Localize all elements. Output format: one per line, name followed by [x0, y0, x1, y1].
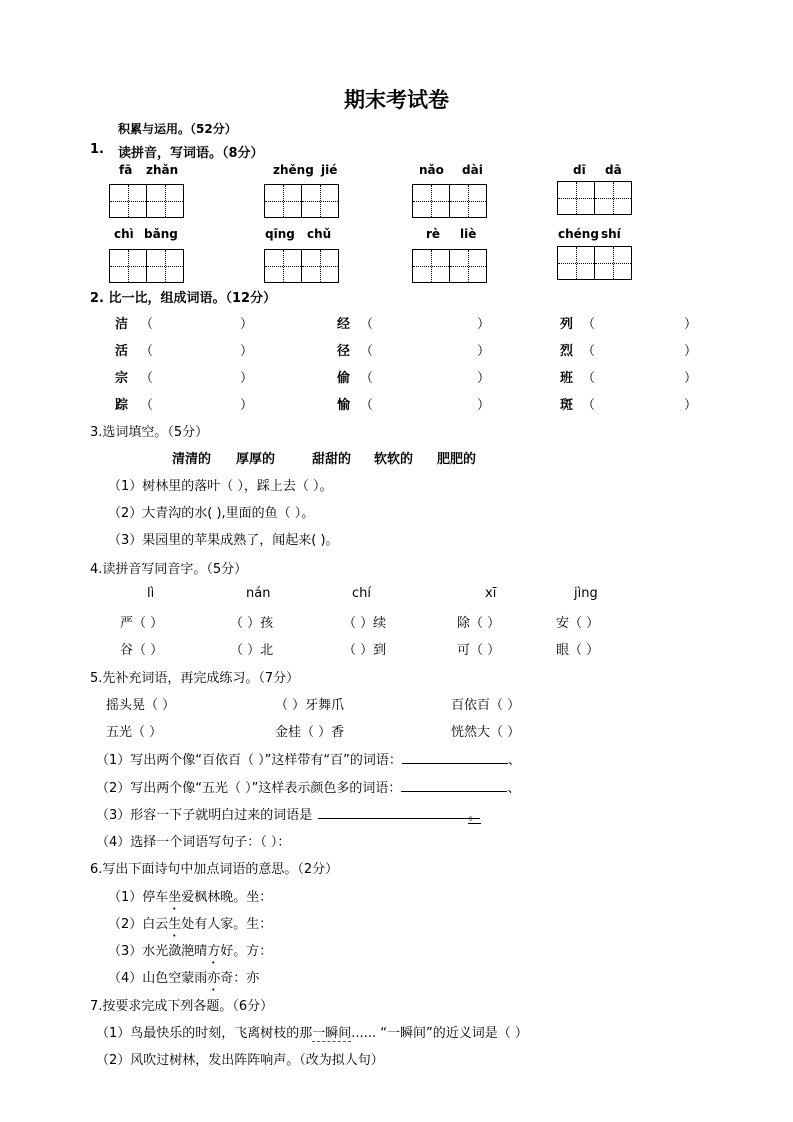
q6-dotted-word: 坐: [168, 890, 182, 905]
q7-heading: 7.按要求完成下列各题。（6分）: [90, 999, 274, 1014]
q3-word-4: 软软的: [374, 452, 414, 467]
q6-item-text: 奇：亦: [220, 971, 260, 986]
q2-char-3-3: 班: [560, 371, 574, 386]
q2-bracket-close: ）: [684, 398, 698, 413]
q4-heading: 4.读拼音写同音字。（5分）: [90, 562, 248, 577]
answer-line[interactable]: [402, 751, 508, 764]
q2-char-4-1: 踪: [115, 398, 129, 413]
answer-line[interactable]: [318, 806, 480, 819]
q5-sub-1: [96, 749, 521, 768]
q2-bracket-open: （: [582, 317, 596, 332]
q3-item-3: （3）果园里的苹果成熟了，闻起来( )。: [108, 533, 339, 548]
q2-bracket-close: ）: [240, 371, 254, 386]
q6-dotted-word: 生: [168, 917, 182, 932]
q4-blank-1-4: 除（ ）: [457, 616, 501, 631]
q3-word-3: 甜甜的: [312, 452, 352, 467]
q1-pinyin-6a: qīng: [265, 227, 295, 241]
separator: 、: [507, 781, 521, 796]
q1-pinyin-6b: chǔ: [307, 227, 332, 241]
q1-writing-grid-4[interactable]: [557, 181, 632, 215]
q6-dotted-word: 方: [207, 944, 221, 959]
q2-bracket-close: ）: [684, 317, 698, 332]
q7-item-text: （1）鸟最快乐的时刻，飞离树枝的那: [96, 1026, 313, 1041]
q2-bracket-close: ）: [684, 371, 698, 386]
q6-item-text: 处有人家。生：: [181, 917, 273, 932]
q3-word-2: 厚厚的: [236, 452, 276, 467]
q1-writing-grid-2[interactable]: [264, 184, 339, 218]
q1-pinyin-7a: rè: [426, 227, 441, 241]
q4-blank-2-5: 眼（ ）: [556, 643, 600, 658]
q2-char-4-2: 愉: [337, 398, 351, 413]
q2-bracket-open: （: [582, 344, 596, 359]
q6-heading: 6.写出下面诗句中加点词语的意思。（2分）: [90, 862, 339, 877]
q4-blank-2-1: 谷（ ）: [120, 643, 164, 658]
q6-item-text: 爱枫林晚。坐：: [181, 890, 273, 905]
q1-heading: 读拼音，写词语。（8分）: [118, 146, 264, 161]
q1-pinyin-4b: dā: [605, 163, 622, 177]
q2-bracket-open: （: [582, 371, 596, 386]
q4-pinyin-1: lì: [147, 586, 155, 601]
q4-pinyin-2: nán: [246, 586, 271, 601]
q1-pinyin-2a: zhěng: [273, 163, 314, 177]
q7-marked-word: 一瞬间: [312, 1026, 352, 1041]
q4-blank-1-3: （ ）续: [343, 616, 387, 631]
q7-item-text: ...... “一瞬间”的近义词是（ ）: [351, 1026, 528, 1041]
q4-blank-2-3: （ ）到: [343, 643, 387, 658]
q2-bracket-close: ）: [477, 371, 491, 386]
q1-pinyin-4a: dī: [573, 163, 586, 177]
q5-sub-2: [96, 777, 520, 796]
q4-blank-2-2: （ ）北: [230, 643, 274, 658]
q1-pinyin-8a: chéng: [558, 227, 599, 241]
q5-heading: 5.先补充词语，再完成练习。（7分）: [90, 671, 300, 686]
q1-pinyin-1a: fā: [119, 163, 133, 177]
q1-writing-grid-8[interactable]: [557, 246, 632, 280]
q7-item-1: [96, 1022, 528, 1041]
q6-item-text: （4）山色空蒙雨: [108, 971, 208, 986]
q6-item-4: [108, 967, 259, 994]
page-title: 期末考试卷: [344, 88, 449, 112]
q7-item-2: （2）风吹过树林，发出阵阵响声。（改为拟人句）: [96, 1053, 384, 1068]
q2-bracket-close: ）: [240, 398, 254, 413]
q5-idiom-2-2: 金桂（ ）香: [275, 725, 345, 740]
q2-char-4-3: 斑: [560, 398, 574, 413]
q2-bracket-open: （: [140, 344, 154, 359]
q4-pinyin-5: jìng: [574, 586, 598, 601]
q2-bracket-open: （: [140, 371, 154, 386]
q2-bracket-close: ）: [477, 317, 491, 332]
q6-item-text: 好。方：: [220, 944, 273, 959]
q1-pinyin-3b: dài: [462, 163, 483, 177]
q2-bracket-close: ）: [240, 317, 254, 332]
q4-pinyin-3: chí: [352, 586, 371, 601]
q2-bracket-close: ）: [477, 398, 491, 413]
q3-word-5: 肥肥的: [437, 452, 477, 467]
answer-line[interactable]: [401, 779, 507, 792]
q1-pinyin-1b: zhǎn: [146, 163, 179, 177]
q6-item-text: （3）水光潋滟晴: [108, 944, 208, 959]
q5-sub-4: （4）选择一个词语写句子：（ ）：: [96, 835, 291, 850]
q2-bracket-open: （: [582, 398, 596, 413]
q2-char-1-1: 洁: [115, 317, 129, 332]
q6-dotted-word: 亦: [207, 971, 221, 986]
q1-writing-grid-7[interactable]: [412, 249, 487, 283]
q5-sub-3: [96, 804, 481, 823]
q2-char-2-3: 烈: [560, 344, 574, 359]
q4-blank-1-5: 安（ ）: [556, 616, 600, 631]
q5-idiom-2-1: 五光（ ）: [106, 725, 163, 740]
q1-pinyin-5a: chì: [114, 227, 134, 241]
q6-item-2: [108, 913, 272, 940]
q2-bracket-close: ）: [477, 344, 491, 359]
q2-heading: 2. 比一比，组成词语。（12分）: [90, 291, 277, 306]
q5-idiom-1-2: （ ）牙舞爪: [275, 698, 345, 713]
q5-sub-2-text: （2）写出两个像“五光（ ）”这样表示颜色多的词语：: [96, 781, 402, 796]
q2-bracket-open: （: [360, 398, 374, 413]
q4-blank-2-4: 可（ ）: [457, 643, 501, 658]
q2-bracket-open: （: [140, 317, 154, 332]
q1-number: 1.: [90, 142, 104, 157]
q2-char-3-2: 偷: [337, 371, 351, 386]
q2-bracket-close: ）: [684, 344, 698, 359]
q3-heading: 3.选词填空。（5分）: [90, 425, 209, 440]
q4-blank-1-2: （ ）孩: [230, 616, 274, 631]
q4-pinyin-4: xī: [485, 586, 497, 601]
q2-bracket-open: （: [360, 344, 374, 359]
q1-writing-grid-3[interactable]: [412, 184, 487, 218]
q5-idiom-2-3: 恍然大（ ）: [451, 725, 521, 740]
q4-blank-1-1: 严（ ）: [120, 616, 164, 631]
q2-char-1-2: 经: [337, 317, 351, 332]
q1-pinyin-8b: shí: [601, 227, 621, 241]
q6-item-text: （1）停车: [108, 890, 169, 905]
q1-pinyin-2b: jié: [321, 163, 338, 177]
q3-item-2: （2）大青沟的水( ),里面的鱼（ ）。: [108, 506, 315, 521]
q1-pinyin-5b: bǎng: [144, 227, 178, 241]
q5-sub-3-text: （3）形容一下子就明白过来的词语是: [96, 808, 313, 823]
q2-bracket-open: （: [360, 317, 374, 332]
separator: 、: [507, 753, 521, 768]
q5-idiom-1-3: 百依百（ ）: [451, 698, 521, 713]
q1-writing-grid-6[interactable]: [264, 249, 339, 283]
q2-bracket-close: ）: [240, 344, 254, 359]
q2-char-2-2: 径: [337, 344, 351, 359]
q1-pinyin-3a: nǎo: [419, 163, 444, 177]
end-mark: 。: [468, 808, 482, 823]
q5-idiom-1-1: 摇头晃（ ）: [106, 698, 176, 713]
q2-char-1-3: 列: [560, 317, 574, 332]
q2-char-2-1: 活: [115, 344, 129, 359]
q1-pinyin-7b: liè: [460, 227, 477, 241]
q1-writing-grid-5[interactable]: [109, 249, 184, 283]
q2-char-3-1: 宗: [115, 371, 129, 386]
q6-item-1: [108, 886, 272, 913]
q5-sub-1-text: （1）写出两个像“百依百（ ）”这样带有“百”的词语：: [96, 753, 402, 768]
q3-item-1: （1）树林里的落叶（ ），踩上去（ ）。: [108, 479, 333, 494]
q2-bracket-open: （: [140, 398, 154, 413]
q2-bracket-open: （: [360, 371, 374, 386]
part1-heading: 积累与运用。（52分）: [118, 122, 237, 136]
q6-item-3: [108, 940, 272, 967]
q3-word-1: 清清的: [172, 452, 212, 467]
q6-item-text: （2）白云: [108, 917, 169, 932]
q1-writing-grid-1[interactable]: [109, 184, 184, 218]
